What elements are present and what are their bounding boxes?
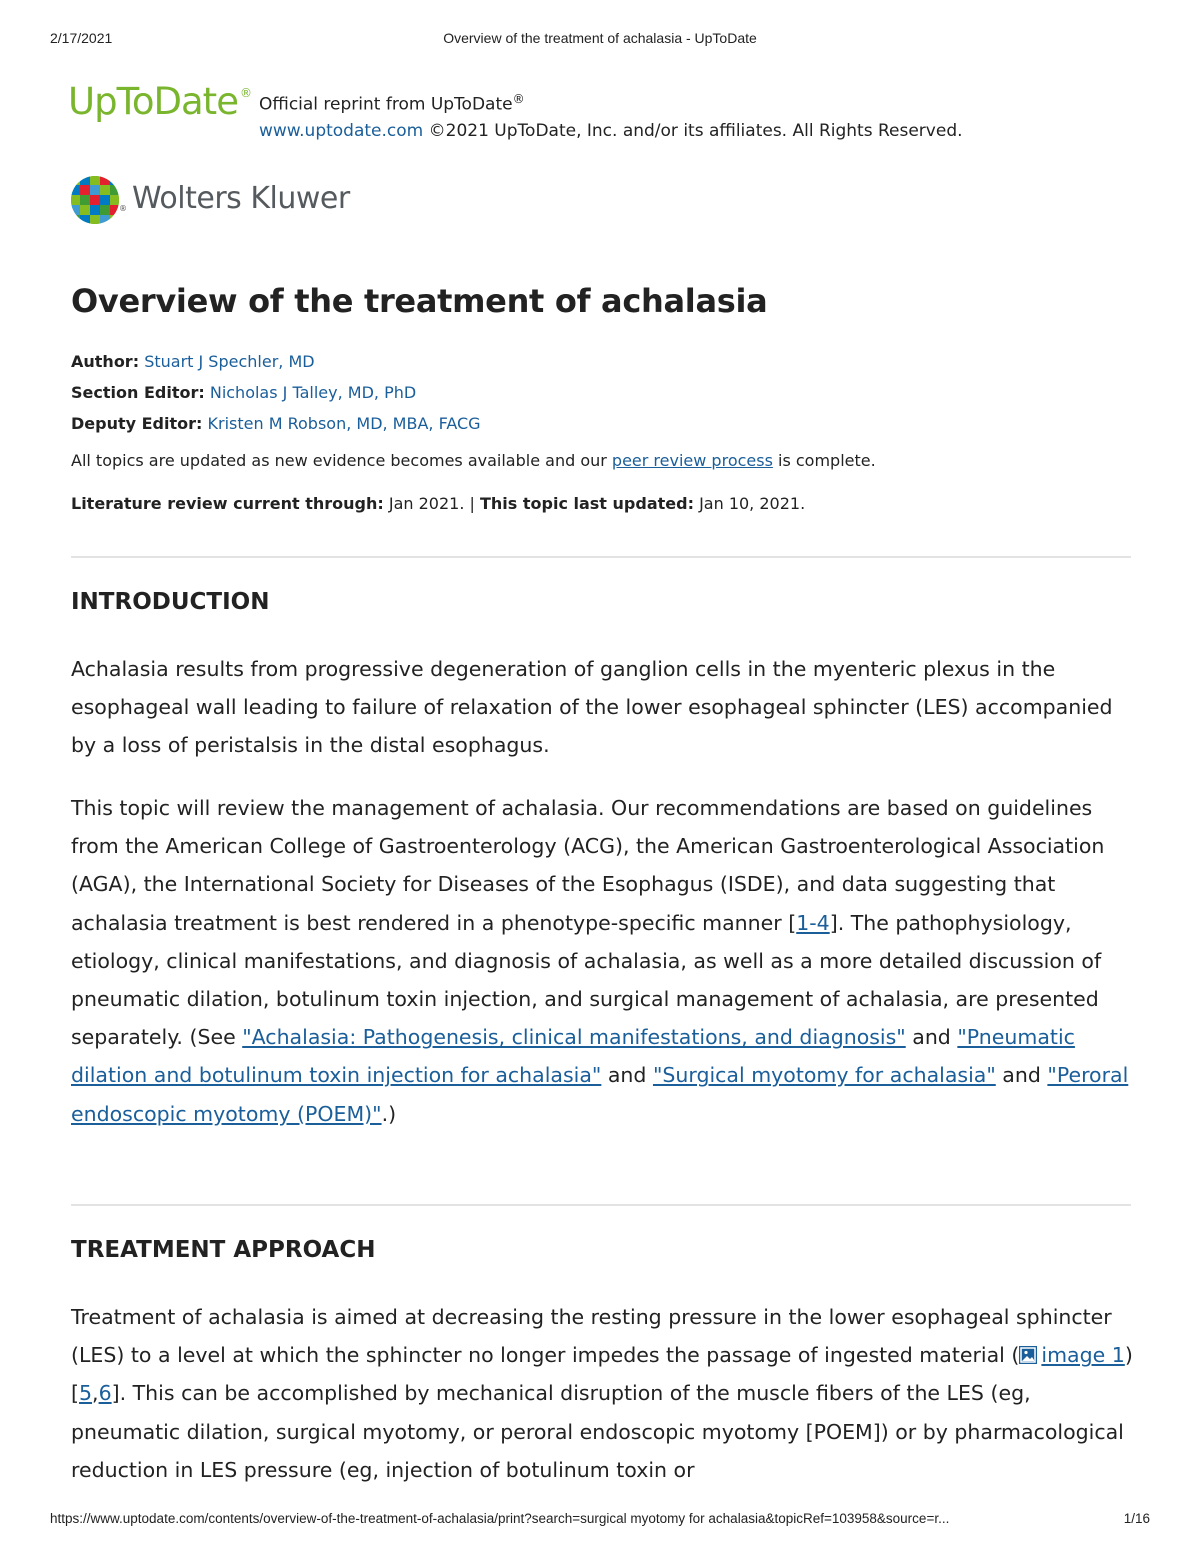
deputy-editor-row: Deputy Editor: Kristen M Robson, MD, MBA, FACG [71, 414, 481, 433]
reference-link-6[interactable]: 6 [98, 1381, 112, 1406]
brand-row [68, 80, 1148, 140]
topic-link-poem[interactable]: "Peroral endoscopic myotomy (POEM)" [71, 1063, 1129, 1126]
last-updated-date: Jan 10, 2021. [699, 494, 806, 513]
image-1-link[interactable]: image 1 [1019, 1343, 1124, 1367]
intro-paragraph-2: This topic will review the management of achalasia. Our recommendations are based on guidelines from the American College of Gastroenterology (ACG), the American Gastroenterological Association (AGA), the International Society for Diseases of the Esophagus (ISDE), and data suggesting that achalasia treatment is best rendered in a phenotype-specific manner [1-4]. The pathophysiology, etiology, clinical manifestations, and diagnosis of achalasia, as well as a more detailed discussion of pneumatic dilation, botulinum toxin injection, and surgical management of achalasia, are presented separately. (See "Achalasia: Pathogenesis, clinical manifestations, and diagnosis" and "Pneumatic dilation and botulinum toxin injection for achalasia" and "Surgical myotomy for achalasia" and "Peroral endoscopic myotomy (POEM)".) [71, 796, 1129, 1126]
divider [71, 556, 1131, 558]
copyright-text: ©2021 UpToDate, Inc. and/or its affiliates. All Rights Reserved. [428, 120, 963, 141]
reference-link-5[interactable]: 5 [79, 1381, 93, 1406]
page-number: 1/16 [1123, 1511, 1150, 1526]
author-row: Author: Stuart J Spechler, MD [71, 352, 315, 371]
reprint-notice: Official reprint from UpToDate® www.uptodate.com ©2021 UpToDate, Inc. and/or its affiliates. All Rights Reserved. [259, 92, 963, 141]
publisher-reg-mark: ® [119, 204, 127, 213]
topic-link-surgical-myotomy[interactable]: "Surgical myotomy for achalasia" [652, 1063, 996, 1088]
wolters-kluwer-logo [70, 175, 470, 225]
section-heading-introduction: INTRODUCTION [71, 589, 270, 615]
print-footer [50, 1511, 1150, 1531]
divider [71, 1204, 1131, 1206]
author-link[interactable]: Stuart J Spechler, MD [144, 352, 315, 371]
print-doc-title: Overview of the treatment of achalasia - UpToDate [443, 30, 757, 46]
wolters-kluwer-globe-icon [70, 175, 120, 225]
section-editor-link[interactable]: Nicholas J Talley, MD, PhD [209, 383, 417, 402]
page-title: Overview of the treatment of achalasia [71, 282, 768, 320]
uptodate-logo[interactable]: UpToDate ® [68, 80, 251, 123]
uptodate-site-link[interactable]: www.uptodate.com [259, 120, 424, 141]
treatment-paragraph-1: Treatment of achalasia is aimed at decreasing the resting pressure in the lower esophageal sphincter (LES) to a level at which the sphincter no longer impedes the passage of ingested material ( image 1) [5,6]. This can be accomplished by mechanical disruption of the muscle fibers of the LES (eg, pneumatic dilation, surgical myotomy, or peroral endoscopic myotomy [POEM]) or by pharmacological reduction in LES pressure (eg, injection of botulinum toxin or [71, 1305, 1133, 1482]
reference-link-1-4[interactable]: 1-4 [796, 910, 830, 935]
topic-link-pathogenesis[interactable]: "Achalasia: Pathogenesis, clinical manifestations, and diagnosis" [242, 1025, 906, 1050]
section-editor-row: Section Editor: Nicholas J Talley, MD, PhD [71, 383, 417, 402]
topic-link-pneumatic-dilation[interactable]: "Pneumatic dilation and botulinum toxin injection for achalasia" [71, 1025, 1075, 1088]
publisher-name: Wolters Kluwer [132, 181, 350, 216]
peer-review-link[interactable]: peer review process [611, 451, 773, 470]
image-icon [1019, 1346, 1037, 1364]
lit-review-date: Jan 2021. [388, 494, 465, 513]
update-policy-note: All topics are updated as new evidence becomes available and our peer review process is complete. [71, 451, 876, 470]
reprint-line: Official reprint from UpToDate [259, 94, 513, 115]
print-date: 2/17/2021 [50, 30, 113, 46]
print-url: https://www.uptodate.com/contents/overview-of-the-treatment-of-achalasia/print?search=surgical myotomy for achalasia&topicRef=103958&source=r... [50, 1511, 950, 1526]
article-meta [71, 346, 481, 439]
section-heading-treatment-approach: TREATMENT APPROACH [71, 1237, 376, 1263]
deputy-editor-link[interactable]: Kristen M Robson, MD, MBA, FACG [207, 414, 481, 433]
print-header [50, 30, 1150, 50]
intro-paragraph-1: Achalasia results from progressive degeneration of ganglion cells in the myenteric plexus in the esophageal wall leading to failure of relaxation of the lower esophageal sphincter (LES) accompanied by a loss of peristalsis in the distal esophagus. [71, 657, 1113, 758]
review-dates: Literature review current through: Jan 2021. | This topic last updated: Jan 10, 2021. [71, 494, 806, 513]
